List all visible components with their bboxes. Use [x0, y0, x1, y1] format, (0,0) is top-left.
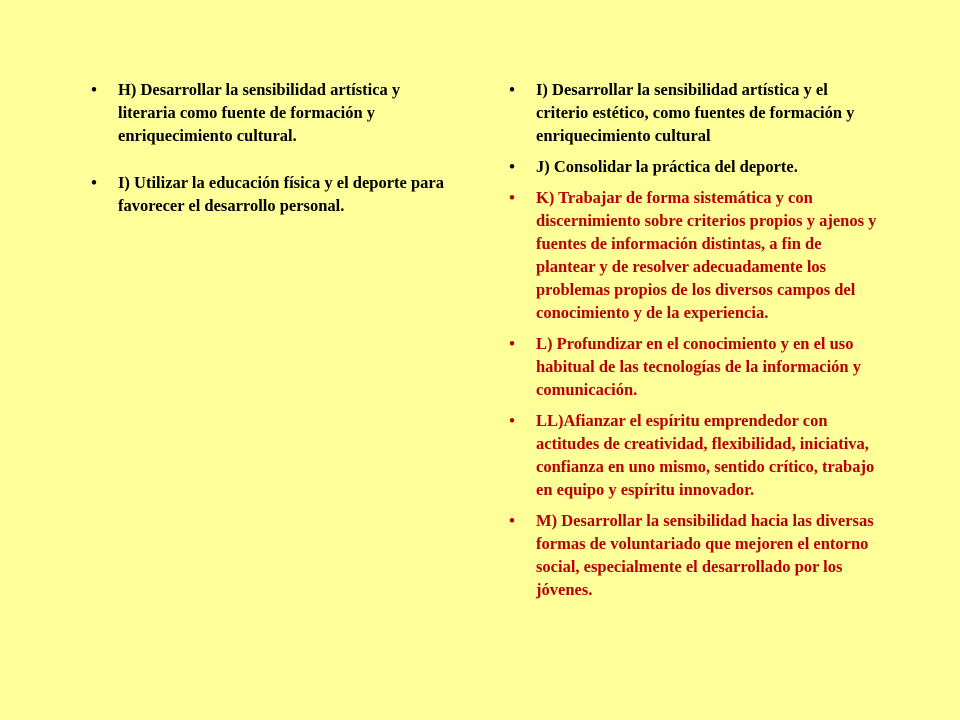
- left-bullet-list: [84, 78, 454, 217]
- left-column: [84, 78, 454, 241]
- bullet-icon: •: [91, 80, 97, 99]
- list-item-i-left: [84, 171, 454, 217]
- list-item-j: [502, 155, 882, 178]
- list-item-ll: [502, 409, 882, 501]
- list-item-text: J) Consolidar la práctica del deporte.: [536, 157, 798, 176]
- bullet-icon: •: [91, 173, 97, 192]
- list-item-h: [84, 78, 454, 147]
- bullet-icon: •: [509, 511, 515, 530]
- list-item-text: H) Desarrollar la sensibilidad artística y literaria como fuente de formación y enriquecimiento cultural.: [118, 80, 401, 145]
- list-item-text: M) Desarrollar la sensibilidad hacia las diversas formas de voluntariado que mejoren el entorno social, especialmente el desarrollado por los jóvenes.: [536, 511, 874, 599]
- bullet-icon: •: [509, 188, 515, 207]
- list-item-m: [502, 509, 882, 601]
- list-item-text: K) Trabajar de forma sistemática y con discernimiento sobre criterios propios y ajenos y fuentes de información distintas, a fin de plantear y de resolver adecuadamente los problemas propios de los diversos campos del conocimiento y de la experiencia.: [536, 188, 877, 322]
- right-column: [502, 78, 882, 609]
- bullet-icon: •: [509, 80, 515, 99]
- list-item-text: I) Utilizar la educación física y el deporte para favorecer el desarrollo personal.: [118, 173, 444, 215]
- list-item-text: LL)Afianzar el espíritu emprendedor con actitudes de creatividad, flexibilidad, iniciativa, confianza en uno mismo, sentido crítico, trabajo en equipo y espíritu innovador.: [536, 411, 875, 499]
- bullet-icon: •: [509, 334, 515, 353]
- bullet-icon: •: [509, 411, 515, 430]
- right-bullet-list: [502, 78, 882, 601]
- list-item-l: [502, 332, 882, 401]
- list-item-text: I) Desarrollar la sensibilidad artística y el criterio estético, como fuentes de formación y enriquecimiento cultural: [536, 80, 855, 145]
- bullet-icon: •: [509, 157, 515, 176]
- list-item-text: L) Profundizar en el conocimiento y en el uso habitual de las tecnologías de la información y comunicación.: [536, 334, 861, 399]
- list-item-k: [502, 186, 882, 324]
- list-item-i-right: [502, 78, 882, 147]
